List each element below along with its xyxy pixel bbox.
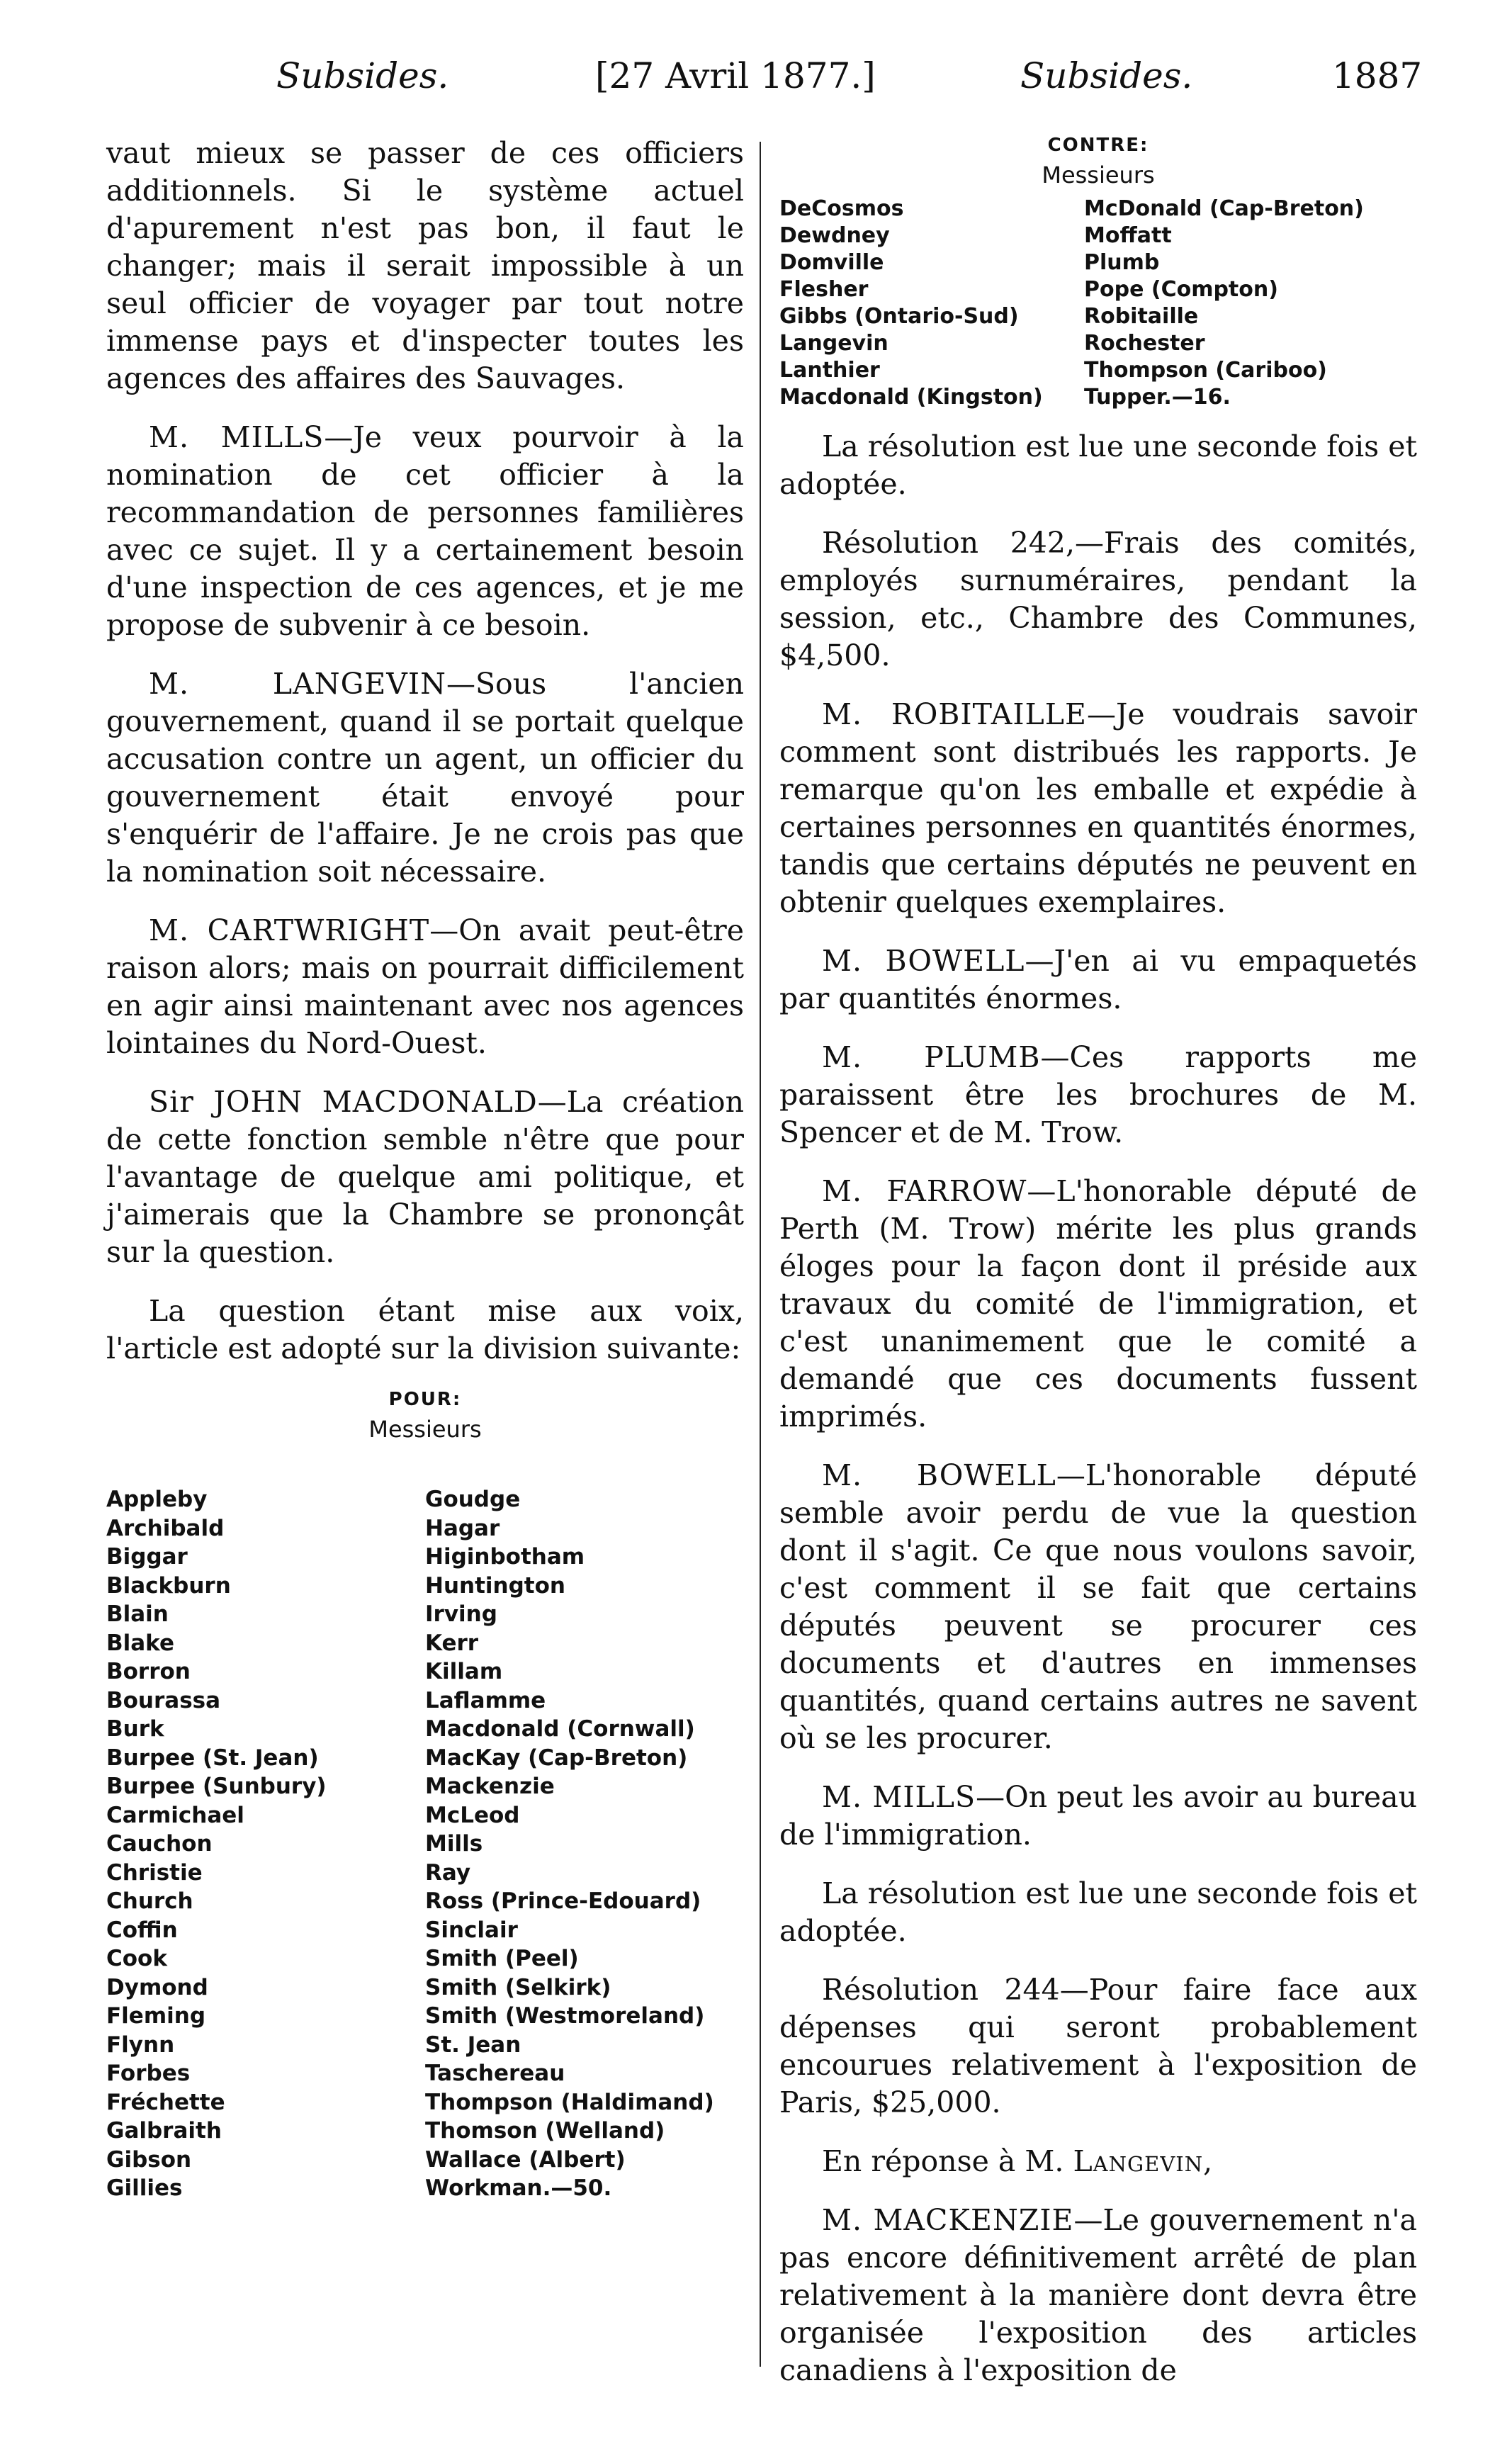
paragraph: La résolution est lue une seconde fois et adoptée.: [779, 1876, 1417, 1948]
vote-name: Flynn: [106, 2032, 175, 2058]
paragraph: [106, 665, 744, 891]
vote-name: Gillies: [106, 2175, 183, 2201]
speaker-name: M. ROBITAILLE: [822, 697, 1087, 731]
vote-name: Langevin: [779, 331, 888, 356]
vote-name: Domville: [779, 250, 884, 275]
vote-name: Appleby: [106, 1487, 208, 1512]
vote-name: Tupper.—16.: [1084, 385, 1231, 410]
vote-name: Goudge: [425, 1487, 521, 1512]
vote-name: Sinclair: [425, 1917, 518, 1943]
vote-name: Taschereau: [425, 2061, 565, 2086]
vote-name: Gibson: [106, 2146, 192, 2173]
vote-name: Higinbotham: [425, 1544, 585, 1570]
speech-text: —Je voudrais savoir comment sont distribués les rapports. Je remarque qu'on les emballe et expédie à certaines personnes en quantités énormes, tandis que certains députés ne peuvent en obtenir quelques exemplaires.: [779, 697, 1417, 919]
speech-text: —On avait peut-être raison alors; mais on pourrait difficilement en agir ainsi maintenant avec nos agences lointaines du Nord-Ouest.: [106, 913, 744, 1060]
vote-name: Mills: [425, 1831, 483, 1857]
paragraph: [106, 419, 744, 644]
vote-name: Gibbs (Ontario-Sud): [779, 304, 1019, 329]
vote-name: Christie: [106, 1859, 203, 1886]
vote-name: Burk: [106, 1716, 164, 1742]
vote-name: Galbraith: [106, 2118, 222, 2144]
vote-name: Blain: [106, 1601, 169, 1627]
vote-name: Huntington: [425, 1572, 565, 1599]
vote-name: Blake: [106, 1630, 174, 1656]
paragraph: [106, 912, 744, 1062]
speaker-name: M. FARROW: [822, 1174, 1027, 1208]
speech-text: —L'honorable député de Perth (M. Trow) mérite les plus grands éloges pour la façon dont il préside aux travaux du comité de l'immigration, et c'est unanimement que le comité a demandé que ces documents fussent imprimés.: [779, 1174, 1417, 1433]
vote-name: Lanthier: [779, 358, 880, 383]
vote-name: Macdonald (Cornwall): [425, 1716, 695, 1742]
vote-name: Thompson (Haldimand): [425, 2089, 714, 2115]
vote-name: Wallace (Albert): [425, 2146, 626, 2173]
speaker-name: M. MILLS: [149, 420, 325, 454]
speaker-name: Sir JOHN MACDONALD: [149, 1085, 538, 1119]
vote-name: Smith (Peel): [425, 1946, 579, 1971]
speech-text: —J'en ai vu empaquetés par quantités énormes.: [779, 944, 1417, 1015]
vote-name: Flesher: [779, 277, 869, 302]
speech-text: —On peut les avoir au bureau de l'immigration.: [779, 1780, 1417, 1852]
vote-name: McLeod: [425, 1802, 520, 1828]
paragraph: [779, 1173, 1417, 1436]
vote-name: Plumb: [1084, 250, 1160, 275]
running-header: [106, 55, 1424, 105]
right-column: [779, 135, 1417, 2411]
reply-prefix: En réponse à M.: [822, 2144, 1064, 2178]
vote-name: Coffin: [106, 1917, 178, 1943]
vote-name: Forbes: [106, 2061, 191, 2086]
vote-name: Blackburn: [106, 1572, 231, 1599]
header-right: Subsides.: [1020, 55, 1193, 96]
column-divider: [760, 142, 761, 2367]
vote-name: Macdonald (Kingston): [779, 385, 1043, 410]
paragraph: [779, 1039, 1417, 1151]
vote-name: Hagar: [425, 1515, 500, 1541]
header-left: Subsides.: [276, 55, 449, 96]
speaker-name: M. LANGEVIN: [149, 667, 446, 701]
paragraph: Résolution 244—Pour faire face aux dépenses qui seront probablement encourues relativement à l'exposition de Paris, $25,000.: [779, 1973, 1417, 2119]
vote-name: Bourassa: [106, 1687, 221, 1713]
vote-name: Burpee (Sunbury): [106, 1774, 327, 1799]
speaker-name: M. BOWELL: [822, 1458, 1056, 1492]
paragraph: Résolution 242,—Frais des comités, employés surnuméraires, pendant la session, etc., Chambre des Communes, $4,500.: [779, 526, 1417, 672]
speech-text: —Ces rapports me paraissent être les brochures de M. Spencer et de M. Trow.: [779, 1040, 1417, 1149]
vote-name: Ross (Prince-Edouard): [425, 1888, 701, 1914]
paragraph: La résolution est lue une seconde fois et adoptée.: [779, 429, 1417, 501]
paragraph: [779, 1457, 1417, 1757]
vote-name: Cauchon: [106, 1831, 213, 1857]
vote-name: Dewdney: [779, 223, 890, 248]
speech-text: —La création de cette fonction semble n'être que pour l'avantage de quelque ami politique, et j'aimerais que la Chambre se prononçât sur la question.: [106, 1085, 744, 1269]
page-number: 1887: [1332, 55, 1423, 96]
vote-name: Carmichael: [106, 1802, 244, 1828]
vote-name: Rochester: [1084, 331, 1205, 356]
reply-name: Langevin,: [1073, 2144, 1214, 2178]
vote-name: Thompson (Cariboo): [1084, 358, 1327, 383]
vote-name: Cook: [106, 1946, 167, 1971]
speaker-name: M. MILLS: [822, 1780, 976, 1814]
vote-name: Fleming: [106, 2003, 206, 2029]
speaker-name: M. PLUMB: [822, 1040, 1041, 1074]
vote-name: Irving: [425, 1601, 497, 1627]
vote-name: Borron: [106, 1659, 191, 1684]
vote-heading-pour: POUR:: [388, 1389, 462, 1410]
paragraph: [779, 2202, 1417, 2389]
paragraph: La question étant mise aux voix, l'article est adopté sur la division suivante:: [106, 1294, 744, 1365]
vote-name: Dymond: [106, 1974, 208, 2000]
vote-name: Robitaille: [1084, 304, 1199, 329]
vote-name: DeCosmos: [779, 196, 904, 221]
vote-name: St. Jean: [425, 2032, 521, 2058]
pour-name-list: [106, 1485, 744, 2203]
speech-text: —L'honorable député semble avoir perdu de vue la question dont il s'agit. Ce que nous voulons savoir, c'est comment il se fait que certains députés peuvent se procurer ces documents et d'autres en immenses quantités, quand certains autres ne savent où se les procurer.: [779, 1458, 1418, 1755]
vote-name: Kerr: [425, 1630, 479, 1656]
vote-name: Pope (Compton): [1084, 277, 1278, 302]
vote-subheading: Messieurs: [368, 1416, 482, 1443]
vote-name: Mackenzie: [425, 1774, 555, 1799]
vote-name: Fréchette: [106, 2089, 225, 2115]
left-column: [106, 135, 744, 2217]
vote-name: Church: [106, 1888, 193, 1914]
paragraph: [106, 1083, 744, 1271]
vote-heading-contre: CONTRE:: [1047, 135, 1149, 156]
vote-name: McDonald (Cap-Breton): [1084, 196, 1364, 221]
vote-name: Smith (Westmoreland): [425, 2003, 705, 2029]
header-center: [27 Avril 1877.]: [595, 55, 876, 96]
speech-text: —Le gouvernement n'a pas encore définitivement arrêté de plan relativement à la manière dont devra être organisée l'exposition des articles canadiens à l'exposition de: [779, 2203, 1418, 2387]
vote-subheading: Messieurs: [1042, 162, 1155, 188]
paragraph: [779, 1779, 1417, 1854]
vote-name: Laflamme: [425, 1687, 546, 1713]
vote-name: Killam: [425, 1659, 503, 1684]
vote-name: MacKay (Cap-Breton): [425, 1745, 688, 1771]
paragraph: vaut mieux se passer de ces officiers additionnels. Si le système actuel d'apurement n'est pas bon, il faut le changer; mais il serait impossible à un seul officier de voyager par tout notre immense pays et d'inspecter toutes les agences des affaires des Sauvages.: [106, 136, 744, 395]
vote-name: Biggar: [106, 1544, 188, 1570]
paragraph: [779, 696, 1417, 921]
speech-text: —Je veux pourvoir à la nomination de cet officier à la recommandation de personnes familières avec ce sujet. Il y a certainement besoin d'une inspection de ces agences, et je me propose de subvenir à ce besoin.: [106, 420, 745, 642]
vote-name: Smith (Selkirk): [425, 1974, 611, 2000]
vote-name: Burpee (St. Jean): [106, 1745, 319, 1771]
vote-name: Archibald: [106, 1515, 225, 1541]
paragraph: [779, 942, 1417, 1018]
vote-name: Thomson (Welland): [425, 2118, 665, 2144]
speech-text: —Sous l'ancien gouvernement, quand il se portait quelque accusation contre un agent, un officier du gouvernement était envoyé pour s'enquérir de l'affaire. Je ne crois pas que la nomination soit nécessaire.: [106, 667, 745, 889]
vote-name: Ray: [425, 1859, 471, 1886]
speaker-name: M. CARTWRIGHT: [149, 913, 430, 947]
vote-name: Moffatt: [1084, 223, 1172, 248]
contre-name-list: [779, 196, 1417, 411]
speaker-name: M. BOWELL: [822, 944, 1025, 978]
vote-name: Workman.—50.: [425, 2175, 612, 2201]
paragraph: [779, 2143, 1417, 2180]
speaker-name: M. MACKENZIE: [822, 2203, 1074, 2237]
